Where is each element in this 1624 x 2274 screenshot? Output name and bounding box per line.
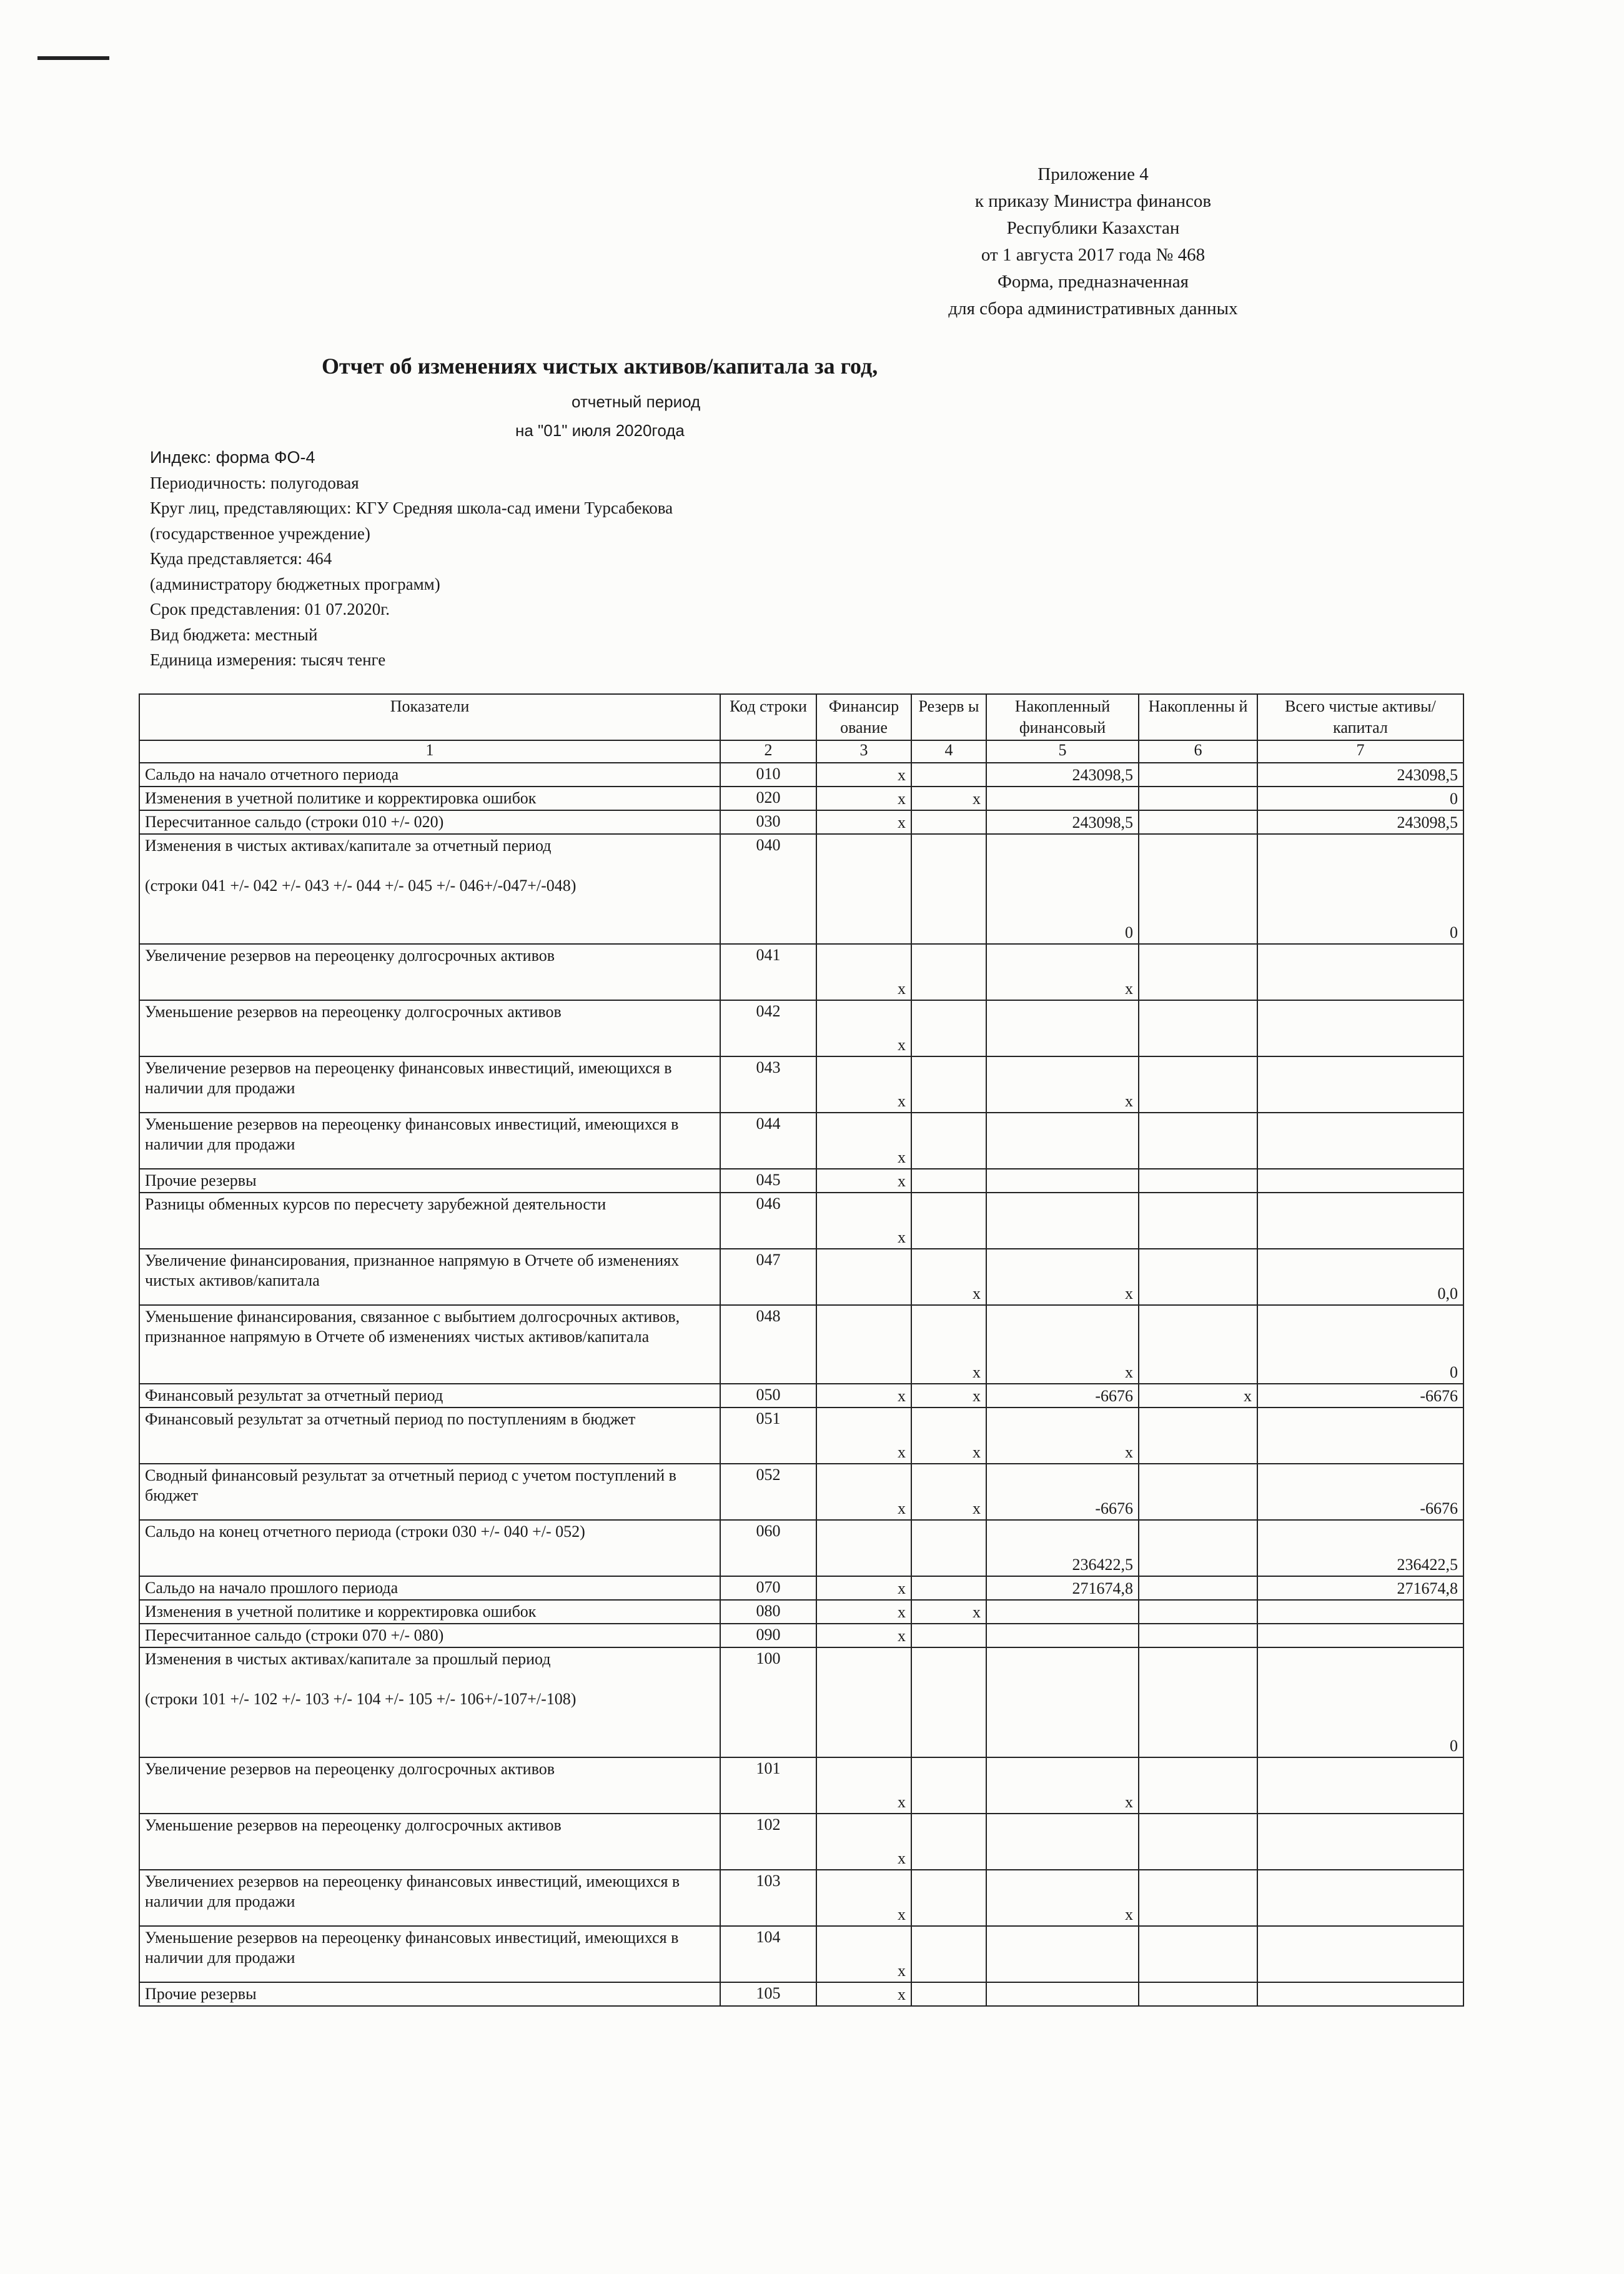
cell-total: 0 bbox=[1257, 1305, 1463, 1384]
cell-accumulated bbox=[1139, 1169, 1257, 1193]
cell-accumulated bbox=[1139, 810, 1257, 834]
cell-total bbox=[1257, 1600, 1463, 1624]
scan-mark bbox=[37, 56, 109, 60]
cell-reserves bbox=[911, 1520, 986, 1576]
header-financing: Финансир ование bbox=[816, 694, 911, 740]
report-table bbox=[139, 693, 1464, 2007]
table-row bbox=[139, 1520, 1463, 1576]
cell-financing bbox=[816, 1520, 911, 1576]
row-label: Уменьшение резервов на переоценку финансовых инвестиций, имеющихся в наличии для продажи bbox=[139, 1926, 720, 1982]
table-row bbox=[139, 787, 1463, 810]
cell-total bbox=[1257, 1000, 1463, 1056]
cell-accumulated bbox=[1139, 1757, 1257, 1814]
cell-reserves: x bbox=[911, 1384, 986, 1408]
cell-total bbox=[1257, 1113, 1463, 1169]
row-label: Прочие резервы bbox=[139, 1982, 720, 2006]
cell-accumulated-financial: 271674,8 bbox=[986, 1576, 1139, 1600]
table-row bbox=[139, 1464, 1463, 1520]
cell-accumulated-financial bbox=[986, 787, 1139, 810]
meta-recipient-type: (администратору бюджетных программ) bbox=[150, 574, 440, 593]
row-code: 048 bbox=[720, 1305, 816, 1384]
cell-accumulated-financial bbox=[986, 1982, 1139, 2006]
cell-financing: x bbox=[816, 1982, 911, 2006]
cell-reserves bbox=[911, 1870, 986, 1926]
cell-financing: x bbox=[816, 1926, 911, 1982]
row-label: Разницы обменных курсов по пересчету зарубежной деятельности bbox=[139, 1193, 720, 1249]
cell-accumulated-financial bbox=[986, 1647, 1139, 1757]
row-code: 105 bbox=[720, 1982, 816, 2006]
row-code: 010 bbox=[720, 763, 816, 787]
column-number: 3 bbox=[816, 740, 911, 763]
cell-financing: x bbox=[816, 763, 911, 787]
appendix-line: Приложение 4 bbox=[1037, 164, 1149, 184]
appendix-block bbox=[812, 161, 1374, 322]
cell-reserves bbox=[911, 1624, 986, 1647]
cell-financing bbox=[816, 1305, 911, 1384]
cell-reserves bbox=[911, 1926, 986, 1982]
cell-reserves: x bbox=[911, 1305, 986, 1384]
cell-accumulated bbox=[1139, 787, 1257, 810]
cell-accumulated bbox=[1139, 1814, 1257, 1870]
table-row bbox=[139, 810, 1463, 834]
table-row bbox=[139, 1926, 1463, 1982]
cell-accumulated-financial: 243098,5 bbox=[986, 810, 1139, 834]
cell-financing: x bbox=[816, 1113, 911, 1169]
cell-total bbox=[1257, 1757, 1463, 1814]
cell-accumulated-financial bbox=[986, 1113, 1139, 1169]
cell-total bbox=[1257, 944, 1463, 1000]
table-row bbox=[139, 1576, 1463, 1600]
table-row bbox=[139, 1193, 1463, 1249]
cell-total: 0 bbox=[1257, 1647, 1463, 1757]
row-code: 043 bbox=[720, 1056, 816, 1113]
cell-accumulated-financial: 0 bbox=[986, 834, 1139, 944]
cell-financing: x bbox=[816, 810, 911, 834]
table-row bbox=[139, 1169, 1463, 1193]
meta-unit: Единица измерения: тысяч тенге bbox=[150, 650, 386, 669]
appendix-line: Форма, предназначенная bbox=[997, 272, 1189, 292]
cell-accumulated bbox=[1139, 1464, 1257, 1520]
cell-accumulated bbox=[1139, 1520, 1257, 1576]
cell-reserves bbox=[911, 1056, 986, 1113]
cell-financing: x bbox=[816, 1000, 911, 1056]
cell-accumulated-financial bbox=[986, 1169, 1139, 1193]
cell-accumulated bbox=[1139, 1870, 1257, 1926]
header-reserves: Резерв ы bbox=[911, 694, 986, 740]
cell-accumulated-financial: 236422,5 bbox=[986, 1520, 1139, 1576]
cell-reserves bbox=[911, 1814, 986, 1870]
row-code: 047 bbox=[720, 1249, 816, 1305]
cell-total: 243098,5 bbox=[1257, 763, 1463, 787]
row-label: Уменьшение финансирования, связанное с выбытием долгосрочных активов, признанное напрямую в Отчете об изменениях чистых активов/капитала bbox=[139, 1305, 720, 1384]
cell-reserves: x bbox=[911, 1600, 986, 1624]
table-row bbox=[139, 1056, 1463, 1113]
cell-total bbox=[1257, 1408, 1463, 1464]
cell-accumulated bbox=[1139, 1193, 1257, 1249]
row-code: 046 bbox=[720, 1193, 816, 1249]
cell-accumulated bbox=[1139, 1113, 1257, 1169]
table-row bbox=[139, 1982, 1463, 2006]
meta-periodicity: Периодичность: полугодовая bbox=[150, 473, 359, 492]
cell-accumulated bbox=[1139, 944, 1257, 1000]
cell-financing: x bbox=[816, 1464, 911, 1520]
cell-reserves: x bbox=[911, 1464, 986, 1520]
row-label: Изменения в чистых активах/капитале за отчетный период (строки 041 +/- 042 +/- 043 +/- 044 +/- 045 +/- 046+/-047+/-048) bbox=[139, 834, 720, 944]
cell-total bbox=[1257, 1982, 1463, 2006]
cell-financing bbox=[816, 1249, 911, 1305]
column-number-row bbox=[139, 740, 1463, 763]
cell-total bbox=[1257, 1926, 1463, 1982]
cell-reserves bbox=[911, 1113, 986, 1169]
cell-total: 0 bbox=[1257, 834, 1463, 944]
cell-reserves bbox=[911, 1576, 986, 1600]
cell-total: 271674,8 bbox=[1257, 1576, 1463, 1600]
row-label: Увеличениех резервов на переоценку финансовых инвестиций, имеющихся в наличии для продажи bbox=[139, 1870, 720, 1926]
cell-accumulated bbox=[1139, 1926, 1257, 1982]
cell-accumulated bbox=[1139, 1305, 1257, 1384]
column-number: 6 bbox=[1139, 740, 1257, 763]
column-number: 5 bbox=[986, 740, 1139, 763]
row-label: Сальдо на начало отчетного периода bbox=[139, 763, 720, 787]
cell-reserves: x bbox=[911, 1408, 986, 1464]
cell-financing: x bbox=[816, 1624, 911, 1647]
row-label: Уменьшение резервов на переоценку долгосрочных активов bbox=[139, 1814, 720, 1870]
cell-accumulated-financial bbox=[986, 1000, 1139, 1056]
cell-financing bbox=[816, 834, 911, 944]
meta-deadline: Срок представления: 01 07.2020г. bbox=[150, 600, 390, 618]
cell-accumulated-financial: x bbox=[986, 1757, 1139, 1814]
row-label: Сводный финансовый результат за отчетный период с учетом поступлений в бюджет bbox=[139, 1464, 720, 1520]
column-number: 7 bbox=[1257, 740, 1463, 763]
cell-accumulated bbox=[1139, 1249, 1257, 1305]
row-code: 100 bbox=[720, 1647, 816, 1757]
cell-accumulated bbox=[1139, 1600, 1257, 1624]
cell-financing: x bbox=[816, 1757, 911, 1814]
meta-submitter-type: (государственное учреждение) bbox=[150, 524, 370, 543]
table-row bbox=[139, 1600, 1463, 1624]
header-total-net-assets: Всего чистые активы/капитал bbox=[1257, 694, 1463, 740]
table-row bbox=[139, 763, 1463, 787]
report-title: Отчет об изменениях чистых активов/капитала за год, bbox=[322, 354, 878, 379]
cell-total bbox=[1257, 1169, 1463, 1193]
cell-accumulated-financial bbox=[986, 1624, 1139, 1647]
appendix-line: Республики Казахстан bbox=[1006, 218, 1180, 238]
row-code: 104 bbox=[720, 1926, 816, 1982]
cell-total bbox=[1257, 1624, 1463, 1647]
cell-reserves bbox=[911, 834, 986, 944]
cell-accumulated: x bbox=[1139, 1384, 1257, 1408]
report-period: отчетный период bbox=[572, 392, 701, 411]
row-label: Пересчитанное сальдо (строки 010 +/- 020) bbox=[139, 810, 720, 834]
cell-reserves bbox=[911, 1757, 986, 1814]
cell-accumulated bbox=[1139, 1408, 1257, 1464]
table-row bbox=[139, 1814, 1463, 1870]
header-accumulated-financial: Накопленный финансовый bbox=[986, 694, 1139, 740]
cell-reserves: x bbox=[911, 1249, 986, 1305]
table-row bbox=[139, 1870, 1463, 1926]
cell-accumulated-financial bbox=[986, 1814, 1139, 1870]
cell-accumulated bbox=[1139, 834, 1257, 944]
meta-budget-type: Вид бюджета: местный bbox=[150, 625, 318, 644]
row-label: Сальдо на начало прошлого периода bbox=[139, 1576, 720, 1600]
column-number: 2 bbox=[720, 740, 816, 763]
cell-accumulated bbox=[1139, 1624, 1257, 1647]
cell-accumulated-financial bbox=[986, 1600, 1139, 1624]
cell-reserves bbox=[911, 763, 986, 787]
table-row bbox=[139, 1305, 1463, 1384]
row-code: 050 bbox=[720, 1384, 816, 1408]
header-accumulated: Накопленны й bbox=[1139, 694, 1257, 740]
cell-total: -6676 bbox=[1257, 1384, 1463, 1408]
row-label: Сальдо на конец отчетного периода (строки 030 +/- 040 +/- 052) bbox=[139, 1520, 720, 1576]
cell-reserves bbox=[911, 1193, 986, 1249]
row-code: 051 bbox=[720, 1408, 816, 1464]
cell-financing: x bbox=[816, 1384, 911, 1408]
cell-accumulated-financial: x bbox=[986, 1870, 1139, 1926]
cell-financing bbox=[816, 1647, 911, 1757]
table-row bbox=[139, 1624, 1463, 1647]
row-label: Уменьшение резервов на переоценку финансовых инвестиций, имеющихся в наличии для продажи bbox=[139, 1113, 720, 1169]
cell-financing: x bbox=[816, 787, 911, 810]
table-row bbox=[139, 1113, 1463, 1169]
column-number: 4 bbox=[911, 740, 986, 763]
row-code: 041 bbox=[720, 944, 816, 1000]
cell-financing: x bbox=[816, 1193, 911, 1249]
cell-accumulated bbox=[1139, 1056, 1257, 1113]
cell-financing: x bbox=[816, 1870, 911, 1926]
row-code: 040 bbox=[720, 834, 816, 944]
column-number: 1 bbox=[139, 740, 720, 763]
row-code: 045 bbox=[720, 1169, 816, 1193]
row-code: 103 bbox=[720, 1870, 816, 1926]
row-code: 070 bbox=[720, 1576, 816, 1600]
appendix-line: к приказу Министра финансов bbox=[974, 191, 1212, 211]
cell-reserves bbox=[911, 1000, 986, 1056]
row-code: 102 bbox=[720, 1814, 816, 1870]
cell-total: 0 bbox=[1257, 787, 1463, 810]
cell-reserves: x bbox=[911, 787, 986, 810]
header-indicator: Показатели bbox=[139, 694, 720, 740]
row-code: 020 bbox=[720, 787, 816, 810]
row-label: Увеличение резервов на переоценку долгосрочных активов bbox=[139, 944, 720, 1000]
table-row bbox=[139, 1384, 1463, 1408]
cell-total: 236422,5 bbox=[1257, 1520, 1463, 1576]
report-date: на "01" июля 2020года bbox=[515, 421, 685, 440]
cell-total: 0,0 bbox=[1257, 1249, 1463, 1305]
cell-reserves bbox=[911, 1982, 986, 2006]
cell-accumulated-financial: -6676 bbox=[986, 1384, 1139, 1408]
table-row bbox=[139, 834, 1463, 944]
cell-financing: x bbox=[816, 944, 911, 1000]
row-code: 101 bbox=[720, 1757, 816, 1814]
cell-accumulated-financial: -6676 bbox=[986, 1464, 1139, 1520]
row-code: 030 bbox=[720, 810, 816, 834]
cell-reserves bbox=[911, 1169, 986, 1193]
row-label: Изменения в чистых активах/капитале за прошлый период (строки 101 +/- 102 +/- 103 +/- 104 +/- 105 +/- 106+/-107+/-108) bbox=[139, 1647, 720, 1757]
table-row bbox=[139, 1647, 1463, 1757]
cell-total bbox=[1257, 1056, 1463, 1113]
row-label: Уменьшение резервов на переоценку долгосрочных активов bbox=[139, 1000, 720, 1056]
row-code: 052 bbox=[720, 1464, 816, 1520]
row-label: Финансовый результат за отчетный период bbox=[139, 1384, 720, 1408]
cell-reserves bbox=[911, 1647, 986, 1757]
table-row bbox=[139, 944, 1463, 1000]
cell-financing: x bbox=[816, 1408, 911, 1464]
cell-financing: x bbox=[816, 1169, 911, 1193]
cell-total bbox=[1257, 1814, 1463, 1870]
row-code: 060 bbox=[720, 1520, 816, 1576]
cell-financing: x bbox=[816, 1814, 911, 1870]
row-label: Прочие резервы bbox=[139, 1169, 720, 1193]
cell-accumulated bbox=[1139, 1576, 1257, 1600]
cell-total bbox=[1257, 1193, 1463, 1249]
cell-total bbox=[1257, 1870, 1463, 1926]
meta-index: Индекс: форма ФО-4 bbox=[150, 448, 315, 467]
row-label: Финансовый результат за отчетный период по поступлениям в бюджет bbox=[139, 1408, 720, 1464]
appendix-line: от 1 августа 2017 года № 468 bbox=[981, 245, 1206, 265]
cell-accumulated-financial bbox=[986, 1193, 1139, 1249]
row-label: Увеличение резервов на переоценку долгосрочных активов bbox=[139, 1757, 720, 1814]
table-row bbox=[139, 1249, 1463, 1305]
cell-accumulated bbox=[1139, 1982, 1257, 2006]
cell-accumulated-financial: x bbox=[986, 1056, 1139, 1113]
cell-reserves bbox=[911, 944, 986, 1000]
row-label: Увеличение резервов на переоценку финансовых инвестиций, имеющихся в наличии для продажи bbox=[139, 1056, 720, 1113]
row-code: 080 bbox=[720, 1600, 816, 1624]
cell-accumulated-financial: x bbox=[986, 944, 1139, 1000]
appendix-line: для сбора административных данных bbox=[948, 299, 1238, 319]
header-row bbox=[139, 694, 1463, 740]
cell-accumulated bbox=[1139, 1000, 1257, 1056]
cell-financing: x bbox=[816, 1576, 911, 1600]
cell-financing: x bbox=[816, 1600, 911, 1624]
cell-accumulated-financial: x bbox=[986, 1305, 1139, 1384]
meta-submitter: Круг лиц, представляющих: КГУ Средняя школа-сад имени Турсабекова bbox=[150, 499, 673, 517]
cell-financing: x bbox=[816, 1056, 911, 1113]
table-row bbox=[139, 1408, 1463, 1464]
cell-accumulated bbox=[1139, 1647, 1257, 1757]
cell-total: -6676 bbox=[1257, 1464, 1463, 1520]
cell-reserves bbox=[911, 810, 986, 834]
cell-total: 243098,5 bbox=[1257, 810, 1463, 834]
row-label: Изменения в учетной политике и корректировка ошибок bbox=[139, 787, 720, 810]
meta-recipient: Куда представляется: 464 bbox=[150, 549, 332, 568]
row-label: Пересчитанное сальдо (строки 070 +/- 080) bbox=[139, 1624, 720, 1647]
cell-accumulated-financial: x bbox=[986, 1249, 1139, 1305]
cell-accumulated-financial: x bbox=[986, 1408, 1139, 1464]
row-code: 044 bbox=[720, 1113, 816, 1169]
header-code: Код строки bbox=[720, 694, 816, 740]
row-label: Увеличение финансирования, признанное напрямую в Отчете об изменениях чистых активов/капитала bbox=[139, 1249, 720, 1305]
cell-accumulated-financial bbox=[986, 1926, 1139, 1982]
row-label: Изменения в учетной политике и корректировка ошибок bbox=[139, 1600, 720, 1624]
table-row bbox=[139, 1000, 1463, 1056]
meta-block bbox=[150, 445, 673, 673]
table-row bbox=[139, 1757, 1463, 1814]
row-code: 090 bbox=[720, 1624, 816, 1647]
row-code: 042 bbox=[720, 1000, 816, 1056]
cell-accumulated-financial: 243098,5 bbox=[986, 763, 1139, 787]
cell-accumulated bbox=[1139, 763, 1257, 787]
